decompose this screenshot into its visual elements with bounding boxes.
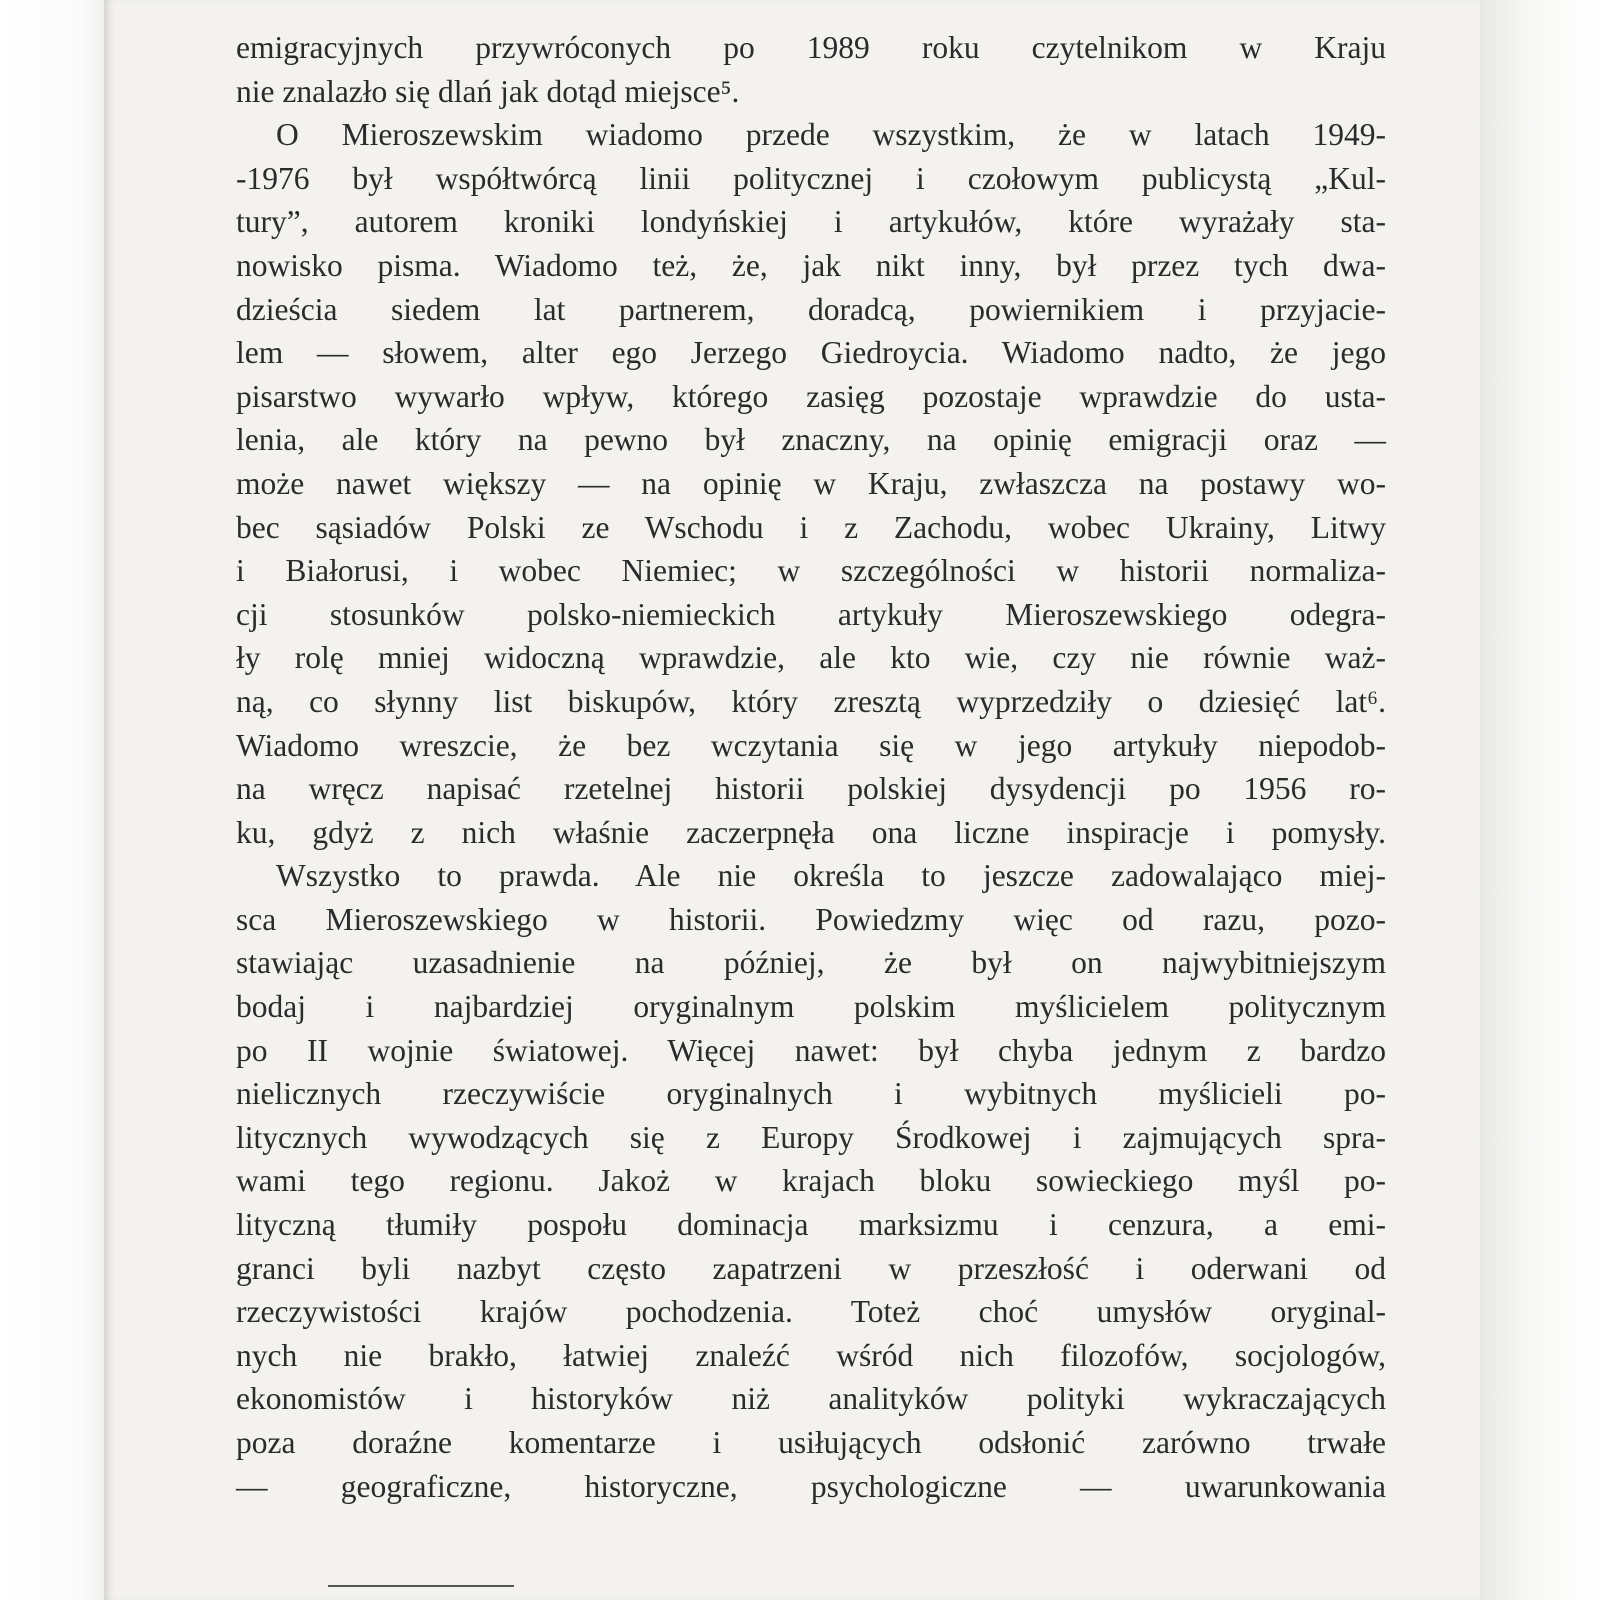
text-line: cji stosunków polsko-niemieckich artykuły Mieroszewskiego odegra- xyxy=(236,596,1386,632)
text-line: poza doraźne komentarze i usiłujących odsłonić zarówno trwałe xyxy=(236,1425,1386,1460)
text-line: nie znalazło się dlań jak dotąd miejsce⁵. xyxy=(236,73,740,109)
text-line: stawiając uzasadnienie na później, że był on najwybitniejszym xyxy=(236,945,1386,981)
text-line: Wszystko to prawda. Ale nie określa to jeszcze zadowalająco miej- xyxy=(276,858,1386,894)
text-line: granci byli nazbyt często zapatrzeni w przeszłość i oderwani od xyxy=(236,1250,1386,1286)
text-line: nych nie brakło, łatwiej znaleźć wśród nich filozofów, socjologów, xyxy=(236,1337,1386,1373)
text-line: ną, co słynny list biskupów, który zresztą wyprzedziły o dziesięć lat⁶. xyxy=(236,683,1386,719)
text-line: i Białorusi, i wobec Niemiec; w szczególności w historii normaliza- xyxy=(236,553,1386,589)
text-line: ku, gdyż z nich właśnie zaczerpnęła ona liczne inspiracje i pomysły. xyxy=(236,814,1386,850)
text-line: ekonomistów i historyków niż analityków polityki wykraczających xyxy=(236,1381,1386,1417)
text-line: lityczną tłumiły pospołu dominacja marksizmu i cenzura, a emi- xyxy=(236,1207,1386,1243)
text-line: tury”, autorem kroniki londyńskiej i artykułów, które wyrażały sta- xyxy=(236,204,1386,240)
text-line: bec sąsiadów Polski ze Wschodu i z Zachodu, wobec Ukrainy, Litwy xyxy=(236,509,1386,545)
text-line: lenia, ale który na pewno był znaczny, na opinię emigracji oraz — xyxy=(236,422,1386,458)
text-line: wami tego regionu. Jakoż w krajach bloku sowieckiego myśl po- xyxy=(236,1163,1386,1199)
text-line: Wiadomo wreszcie, że bez wczytania się w jego artykuły niepodob- xyxy=(236,727,1386,763)
text-line: dzieścia siedem lat partnerem, doradcą, powiernikiem i przyjacie- xyxy=(236,291,1386,327)
text-line: nielicznych rzeczywiście oryginalnych i wybitnych myślicieli po- xyxy=(236,1076,1386,1112)
footnote-separator xyxy=(328,1585,514,1587)
text-line: na wręcz napisać rzetelnej historii polskiej dysydencji po 1956 ro- xyxy=(236,771,1386,807)
text-line: pisarstwo wywarło wpływ, którego zasięg pozostaje wprawdzie do usta- xyxy=(236,378,1386,414)
text-line: może nawet większy — na opinię w Kraju, zwłaszcza na postawy wo- xyxy=(236,465,1386,501)
text-line: lem — słowem, alter ego Jerzego Giedroycia. Wiadomo nadto, że jego xyxy=(236,335,1386,371)
body-text xyxy=(236,26,1386,1508)
text-line: ły rolę mniej widoczną wprawdzie, ale kto wie, czy nie równie waż- xyxy=(236,640,1386,676)
text-line: — geograficzne, historyczne, psychologiczne — uwarunkowania xyxy=(236,1468,1386,1504)
text-line: O Mieroszewskim wiadomo przede wszystkim, że w latach 1949- xyxy=(276,117,1386,153)
text-line: po II wojnie światowej. Więcej nawet: był chyba jednym z bardzo xyxy=(236,1032,1386,1068)
text-line: litycznych wywodzących się z Europy Środkowej i zajmujących spra- xyxy=(236,1119,1386,1155)
text-line: rzeczywistości krajów pochodzenia. Toteż choć umysłów oryginal- xyxy=(236,1294,1386,1330)
left-background xyxy=(0,0,104,1600)
page-edge xyxy=(1480,0,1600,1600)
text-line: nowisko pisma. Wiadomo też, że, jak nikt inny, był przez tych dwa- xyxy=(236,247,1386,283)
text-line: bodaj i najbardziej oryginalnym polskim myślicielem politycznym xyxy=(236,989,1386,1025)
text-line: -1976 był współtwórcą linii politycznej i czołowym publicystą „Kul- xyxy=(236,160,1386,196)
text-line: sca Mieroszewskiego w historii. Powiedzmy więc od razu, pozo- xyxy=(236,901,1386,937)
text-line: emigracyjnych przywróconych po 1989 roku czytelnikom w Kraju xyxy=(236,30,1386,65)
